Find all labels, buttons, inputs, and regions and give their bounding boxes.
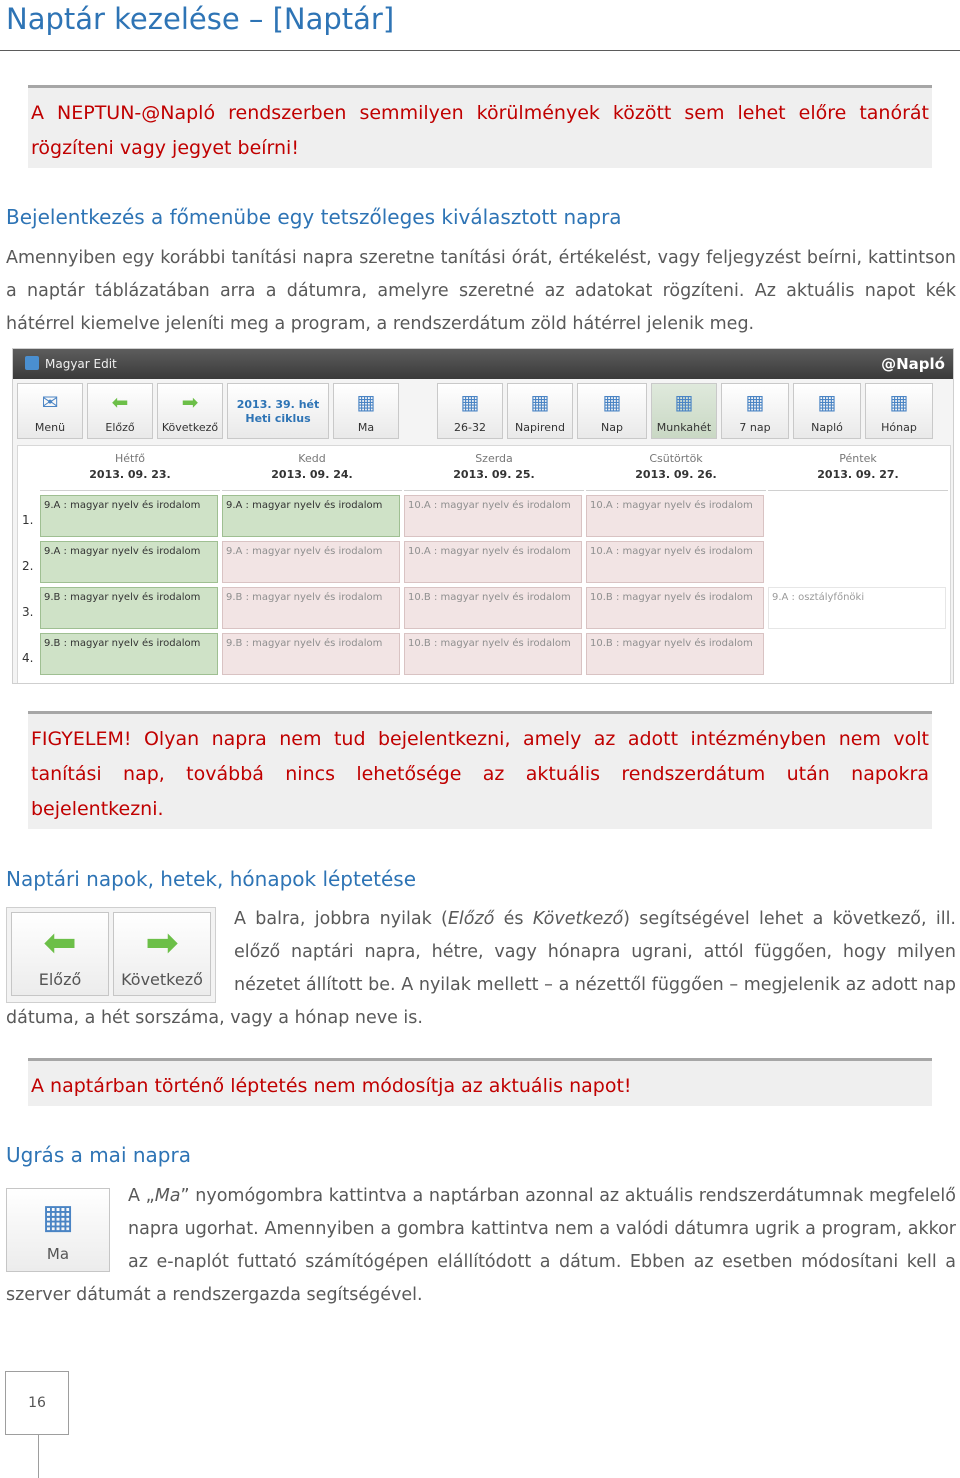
em-next: Következő: [532, 909, 624, 929]
mail-icon: ✉: [41, 390, 59, 414]
lesson-cell[interactable]: 9.B : magyar nyelv és irodalom: [222, 633, 400, 675]
window-titlebar: [13, 349, 953, 379]
lesson-cell[interactable]: 10.A : magyar nyelv és irodalom: [404, 541, 582, 583]
lesson-cell[interactable]: 10.B : magyar nyelv és irodalom: [404, 633, 582, 675]
toolbar-button-label: Menü: [34, 421, 66, 434]
day-date: 2013. 09. 26.: [635, 468, 717, 481]
toolbar-button-label: Ma: [357, 421, 375, 434]
section-heading-stepping: Naptári napok, hetek, hónapok léptetése: [6, 867, 417, 891]
page-number: 16: [5, 1371, 69, 1435]
page-number-line: [38, 1435, 39, 1478]
toolbar-button-előző[interactable]: [87, 383, 153, 439]
toolbar-button-ma[interactable]: [333, 383, 399, 439]
day-name: Péntek: [839, 452, 877, 465]
toolbar-button-label: Hónap: [881, 421, 917, 434]
section-text-today: [6, 1180, 956, 1312]
toolbar-button-napló[interactable]: [793, 383, 861, 439]
toolbar-button-menü[interactable]: [17, 383, 83, 439]
period-label: 2.: [22, 559, 34, 573]
lesson-cell[interactable]: 10.A : magyar nyelv és irodalom: [404, 495, 582, 537]
lesson-cell[interactable]: 10.A : magyar nyelv és irodalom: [586, 541, 764, 583]
calendar-week-icon: ▦: [745, 390, 765, 414]
lesson-cell[interactable]: 9.B : magyar nyelv és irodalom: [40, 633, 218, 675]
week-indicator: [227, 383, 329, 439]
lesson-cell[interactable]: 9.A : magyar nyelv és irodalom: [40, 541, 218, 583]
warning-note-3: A naptárban történő léptetés nem módosítja az aktuális napot!: [28, 1058, 932, 1106]
toolbar-button-következő[interactable]: [157, 383, 223, 439]
section-heading-login-day: Bejelentkezés a főmenübe egy tetszőleges kiválasztott napra: [6, 205, 622, 229]
day-name: Szerda: [475, 452, 513, 465]
lesson-cell[interactable]: 9.A : magyar nyelv és irodalom: [222, 541, 400, 583]
text-run: ” nyomógombra kattintva a naptárban azonnal az aktuális rendszerdátumnak megfelelő napra ugorhat. Amennyiben a gombra kattintva nem a valódi dátumra ugrik a program, akkor az e-naplót futtató számítógépen elállítódott a dátum. Ebben az esetben módosítani kell a szerver dátumát a rendszergazda segítségével.: [6, 1186, 957, 1305]
text-run: A balra, jobbra nyilak (: [234, 909, 448, 929]
toolbar-button-label: Napirend: [514, 421, 565, 434]
text-run: ) segítségével lehet a következő, ill. előző naptári napra, hétre, vagy hónapra ugrani, attól függően, hogy milyen nézetet állított be. A nyilak mellett – a nézettől függően – megjelenik az adott nap dátuma, a hét sorszáma, vagy a hónap neve is.: [6, 909, 956, 1028]
day-header[interactable]: [404, 446, 584, 491]
calendar-log-icon: ▦: [817, 390, 837, 414]
day-name: Kedd: [298, 452, 326, 465]
toolbar-button-hónap[interactable]: [865, 383, 933, 439]
calendar-grid: [17, 445, 951, 684]
day-date: 2013. 09. 25.: [453, 468, 535, 481]
warning-note-2: FIGYELEM! Olyan napra nem tud bejelentkezni, amely az adott intézményben nem volt tanítási nap, továbbá nincs lehetősége az aktuális rendszerdátum után napokra bejelentkezni.: [28, 711, 932, 829]
toolbar-button-label: Munkahét: [656, 421, 712, 434]
day-header[interactable]: [40, 446, 220, 491]
week-cycle: Heti ciklus: [245, 412, 311, 425]
day-header[interactable]: [222, 446, 402, 491]
toolbar-button-label: Előző: [105, 421, 135, 434]
period-label: 3.: [22, 605, 34, 619]
float-spacer: [6, 903, 234, 1002]
day-date: 2013. 09. 23.: [89, 468, 171, 481]
day-header[interactable]: [768, 446, 948, 491]
section-heading-today: Ugrás a mai napra: [6, 1143, 191, 1167]
next-label: Következő: [121, 970, 203, 989]
arrow-left-icon: ⬅: [43, 920, 77, 966]
float-spacer: [6, 1180, 128, 1279]
lesson-cell[interactable]: 9.A : osztályfőnöki: [768, 587, 946, 629]
app-icon: [25, 356, 39, 370]
calendar-month-icon: ▦: [889, 390, 909, 414]
calendar-today-icon: ▦: [41, 1197, 75, 1237]
toolbar-button-munkahét[interactable]: [651, 383, 717, 439]
toolbar-button-label: 7 nap: [739, 421, 771, 434]
calendar-today-icon: ▦: [356, 390, 376, 414]
section-text-stepping-a: [6, 903, 956, 1035]
week-number: 2013. 39. hét: [236, 398, 320, 411]
brand-logo: @Napló: [881, 355, 945, 373]
warning-note-1: A NEPTUN-@Napló rendszerben semmilyen körülmények között sem lehet előre tanórát rögzíteni vagy jegyet beírni!: [28, 85, 932, 168]
lesson-cell[interactable]: 10.B : magyar nyelv és irodalom: [586, 587, 764, 629]
calendar-screenshot: [12, 348, 954, 684]
calendar-workweek-icon: ▦: [674, 390, 694, 414]
period-label: 1.: [22, 513, 34, 527]
calendar-toolbar: [17, 383, 949, 441]
calendar-day-icon: ▦: [602, 390, 622, 414]
lesson-cell[interactable]: 10.A : magyar nyelv és irodalom: [586, 495, 764, 537]
toolbar-button-label: Következő: [161, 421, 219, 434]
text-run: A „: [128, 1186, 155, 1206]
lesson-cell[interactable]: 9.B : magyar nyelv és irodalom: [222, 587, 400, 629]
lesson-cell[interactable]: 10.B : magyar nyelv és irodalom: [586, 633, 764, 675]
page-title: Naptár kezelése – [Naptár]: [6, 2, 395, 36]
toolbar-button-label: 26-32: [454, 421, 486, 434]
em-today: Ma: [154, 1186, 181, 1206]
arrow-left-icon: ⬅: [111, 390, 129, 414]
today-label: Ma: [46, 1245, 70, 1263]
day-date: 2013. 09. 24.: [271, 468, 353, 481]
day-name: Csütörtök: [649, 452, 703, 465]
calendar-schedule-icon: ▦: [530, 390, 550, 414]
arrow-right-icon: ➡: [145, 920, 179, 966]
day-date: 2013. 09. 27.: [817, 468, 899, 481]
arrow-right-icon: ➡: [181, 390, 199, 414]
lesson-cell[interactable]: 10.B : magyar nyelv és irodalom: [404, 587, 582, 629]
toolbar-button-napirend[interactable]: [507, 383, 573, 439]
toolbar-button-26-32[interactable]: [437, 383, 503, 439]
day-name: Hétfő: [115, 452, 145, 465]
section-text-login-day: Amennyiben egy korábbi tanítási napra szeretne tanítási órát, értékelést, vagy feljegyzést beírni, kattintson a naptár táblázatában arra a dátumra, amelyre szeretné az adatokat rögzíteni. Az aktuális napot kék hátérrel kiemelve jeleníti meg a program, a rendszerdátum zöld hátérrel jelenik meg.: [6, 248, 956, 334]
day-header[interactable]: [586, 446, 766, 491]
toolbar-button-label: Nap: [601, 421, 623, 434]
prev-label: Előző: [38, 970, 82, 989]
toolbar-button-nap[interactable]: [577, 383, 647, 439]
period-label: 4.: [22, 651, 34, 665]
lesson-cell[interactable]: 9.A : magyar nyelv és irodalom: [40, 495, 218, 537]
lesson-cell[interactable]: 9.B : magyar nyelv és irodalom: [40, 587, 218, 629]
toolbar-button-7-nap[interactable]: [721, 383, 789, 439]
title-divider: [0, 50, 960, 51]
em-prev: Előző: [447, 909, 495, 929]
toolbar-button-label: Napló: [811, 421, 843, 434]
calendar-range-icon: ▦: [460, 390, 480, 414]
lesson-cell[interactable]: 9.A : magyar nyelv és irodalom: [222, 495, 400, 537]
text-run: és: [494, 909, 533, 929]
window-title: Magyar Edit: [45, 357, 117, 371]
